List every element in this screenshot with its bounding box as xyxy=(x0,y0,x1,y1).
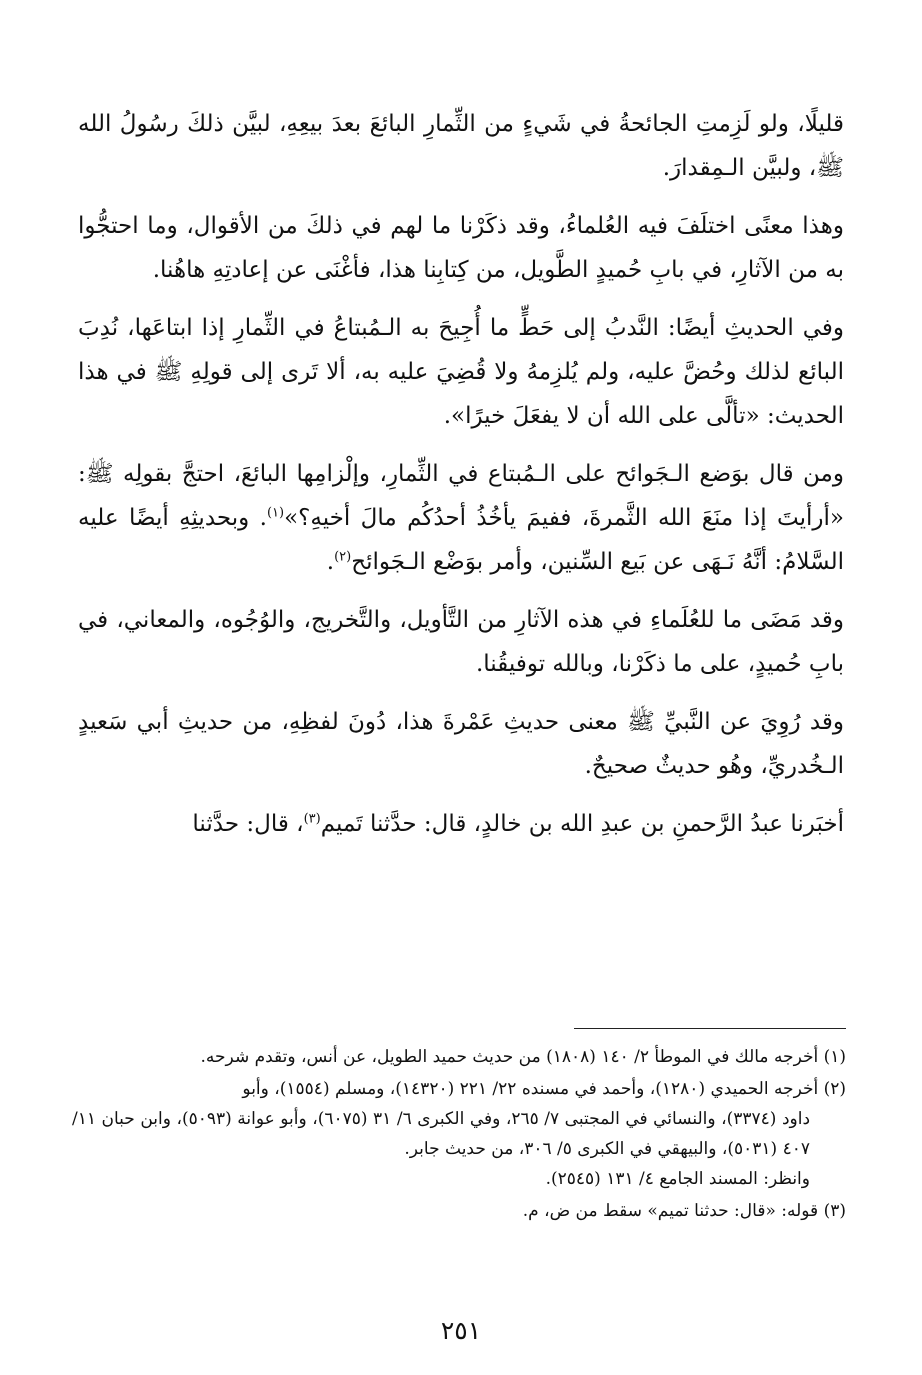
main-text xyxy=(78,102,844,860)
footnote-ref-3: (٣) xyxy=(303,811,321,827)
paragraph-3: وفي الحديثِ أيضًا: النَّدبُ إلى حَطٍّ ما أُجِيحَ به الـمُبتاعُ في الثِّمارِ إذا ابتاعَها، نُدِبَ البائع لذلك وحُضَّ عليه، ولم يُلزِمهُ ولا قُضِيَ عليه به، ألا تَرى إلى قولِهِ ﷺ في هذا الحديث: «تألَّى على الله أن لا يفعَلَ خيرًا». xyxy=(78,315,844,429)
paragraph-6: وقد رُوِيَ عن النَّبيِّ ﷺ معنى حديثِ عَمْرةَ هذا، دُونَ لفظِهِ، من حديثِ أبي سَعيدٍ الـخُدريِّ، وهُو حديثٌ صحيحٌ. xyxy=(78,709,844,779)
paragraph-5: وقد مَضَى ما للعُلَماءِ في هذه الآثارِ من التَّأويل، والتَّخريج، والوُجُوه، والمعاني، في بابِ حُميدٍ، على ما ذكَرْنا، وبالله توفيقُنا. xyxy=(78,607,844,677)
paragraph-7-text: أخبَرنا عبدُ الرَّحمنِ بن عبدِ الله بن خالدٍ، قال: حدَّثنا تَميم xyxy=(320,811,844,837)
footnote-1: (١) أخرجه مالك في الموطأ ٢/ ١٤٠ (١٨٠٨) من حديث حميد الطويل، عن أنس، وتقدم شرحه. xyxy=(200,1047,846,1067)
paragraph-4-continuation: . وبحديثِهِ أيضًا عليه السَّلامُ: أنَّهُ نَـهَى عن بَيع السِّنين، وأمر بوَضْع الـجَوائح xyxy=(78,505,844,575)
paragraph-7-continuation: ، قال: حدَّثنا xyxy=(192,811,304,837)
footnote-ref-2: (٢) xyxy=(334,549,352,565)
footnote-2-continuation: داود (٣٣٧٤)، والنسائي في المجتبى ٧/ ٢٦٥، وفي الكبرى ٦/ ٣١ (٦٠٧٥)، وأبو عوانة (٥٠٩٣)، وابن حبان ١١/ ٤٠٧ (٥٠٣١)، والبيهقي في الكبرى ٥/ ٣٠٦، من حديث جابر. xyxy=(72,1109,811,1159)
paragraph-4-end: . xyxy=(326,549,335,575)
footnote-separator xyxy=(574,1028,846,1029)
paragraph-2: وهذا معنًى اختلَفَ فيه العُلماءُ، وقد ذكَرْنا ما لهم في ذلكَ من الأقوال، وما احتجُّوا به من الآثارِ، في بابِ حُميدٍ الطَّويل، من كِتابِنا هذا، فأغْنَى عن إعادتِهِ هاهُنا. xyxy=(78,213,844,283)
paragraph-4 xyxy=(78,452,844,584)
footnote-3: (٣) قوله: «قال: حدثنا تميم» سقط من ض، م. xyxy=(522,1201,846,1221)
paragraph-1: قليلًا، ولو لَزِمتِ الجائحةُ في شَيءٍ من الثِّمارِ البائعَ بعدَ بيعِهِ، لبيَّن ذلكَ رسُولُ الله ﷺ، ولبيَّن الـمِقدارَ. xyxy=(78,111,844,181)
footnote-2: (٢) أخرجه الحميدي (١٢٨٠)، وأحمد في مسنده ٢٢/ ٢٢١ (١٤٣٢٠)، ومسلم (١٥٥٤)، وأبو xyxy=(242,1079,846,1099)
footnotes xyxy=(72,1042,846,1228)
footnote-ref-1: (١) xyxy=(266,505,285,521)
paragraph-7 xyxy=(78,802,844,846)
paragraph-4-text: ومن قال بوَضع الـجَوائح على الـمُبتاع في الثِّمارِ، وإلْزامِها البائعَ، احتجَّ بقولِه ﷺ: «أرأيتَ إذا منَعَ الله الثَّمرةَ، ففيمَ يأخُذُ أحدُكُم مالَ أخيهِ؟» xyxy=(78,461,845,531)
page-number: ٢٥١ xyxy=(440,1316,482,1345)
footnote-2-see-also: وانظر: المسند الجامع ٤/ ١٣١ (٢٥٤٥). xyxy=(545,1169,810,1189)
